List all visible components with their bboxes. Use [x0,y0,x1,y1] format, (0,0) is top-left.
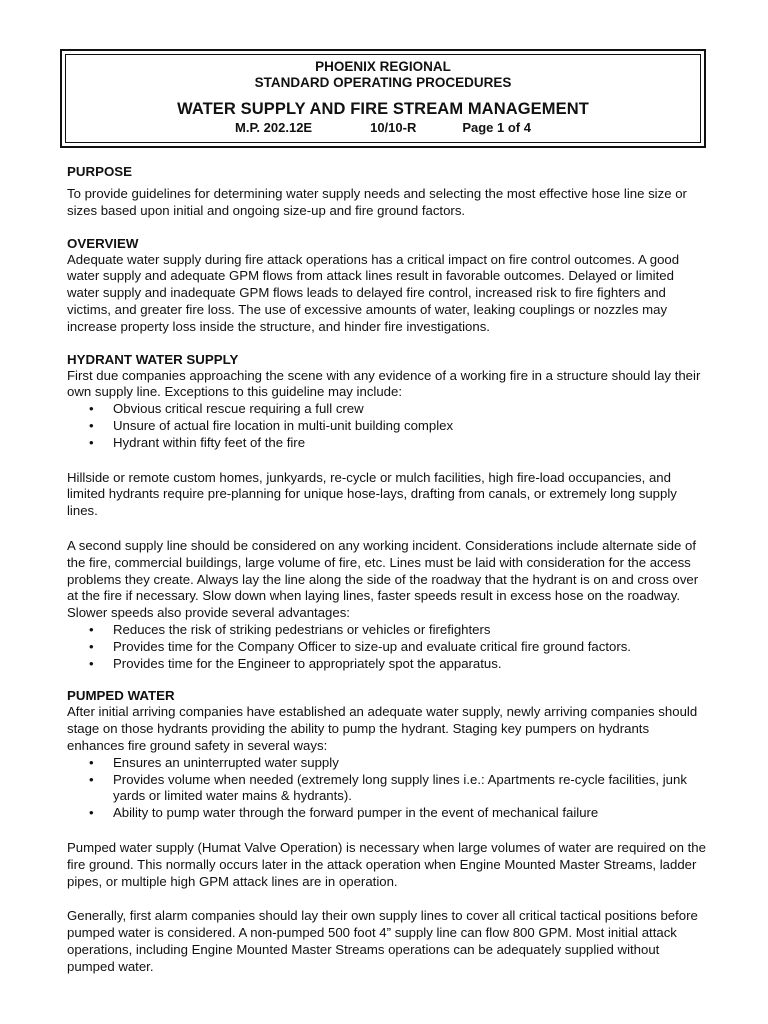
header-sop: STANDARD OPERATING PROCEDURES [254,75,512,90]
bullet-icon: • [89,621,94,637]
hydrant-exceptions-list [67,401,707,451]
bullet-icon: • [89,754,94,770]
list-item: • Hydrant within fifty feet of the fire [89,434,306,450]
pumped-paragraph-3: Generally, first alarm companies should lay their own supply lines to cover all critical tactical positions before pumped water is considered. A non-pumped 500 foot 4” supply line can flow 800 GPM. Most initial attack operations, including Engine Mounted Master Streams operations can be adequately supplied without pumped water. [67,908,698,974]
document-title: WATER SUPPLY AND FIRE STREAM MANAGEMENT [177,100,589,118]
page-number: Page 1 of 4 [462,120,531,135]
purpose-text: To provide guidelines for determining water supply needs and selecting the most effective hose line size or sizes based upon initial and ongoing size-up and fire ground factors. [67,186,687,218]
bullet-icon: • [89,401,94,417]
mp-number: M.P. 202.12E [235,120,313,135]
pumped-paragraph-2: Pumped water supply (Humat Valve Operation) is necessary when large volumes of water are required on the fire ground. This normally occurs later in the attack operation when Engine Mounted Master Streams, ladder pipes, or multiple high GPM attack lines are in operation. [67,839,706,889]
bullet-icon: • [89,805,94,821]
header-meta [66,120,700,136]
list-item: • Reduces the risk of striking pedestrians or vehicles or firefighters [89,621,491,637]
list-item: • Provides volume when needed (extremely long supply lines i.e.: Apartments re-cycle facilities, junk yards or limited water mains & hydrants). [89,771,687,804]
pumped-intro: After initial arriving companies have established an adequate water supply, newly arriving companies should stage on those hydrants providing the ability to pump the hydrant. Staging key pumpers on hydrants enhances fire ground safety in several ways: [67,704,698,753]
header-org: PHOENIX REGIONAL [315,59,451,74]
section-heading-overview: OVERVIEW [67,235,139,251]
slow-speed-advantages-list [67,622,707,672]
bullet-icon: • [89,638,94,654]
bullet-icon: • [89,434,94,450]
bullet-icon: • [89,771,94,787]
hydrant-paragraph-3: A second supply line should be considered on any working incident. Considerations include alternate side of the fire, commercial buildings, large volume of fire, etc. Lines must be laid with consideration for the access problems they create. Always lay the line along the side of the roadway that the hydrant is on and cross over at the fire if necessary. Slow down when laying lines, faster speeds result in excess hose on the roadway. Slower speeds also provide several advantages: [67,537,699,621]
revision: 10/10-R [370,120,417,135]
list-item: • Ensures an uninterrupted water supply [89,754,339,770]
hydrant-paragraph-2: Hillside or remote custom homes, junkyards, re-cycle or mulch facilities, high fire-load occupancies, and limited hydrants require pre-planning for unique hose-lays, drafting from canals, or extremely long supply lines. [67,469,677,519]
list-item: • Ability to pump water through the forward pumper in the event of mechanical failure [89,805,599,821]
hydrant-intro: First due companies approaching the scene with any evidence of a working fire in a structure should lay their own supply line. Exceptions to this guideline may include: [67,367,701,400]
list-item: • Provides time for the Engineer to appropriately spot the apparatus. [89,655,502,671]
list-item: • Obvious critical rescue requiring a full crew [89,401,364,417]
list-item: • Provides time for the Company Officer to size-up and evaluate critical fire ground factors. [89,638,631,654]
overview-text: Adequate water supply during fire attack operations has a critical impact on fire control outcomes. A good water supply and adequate GPM flows from attack lines result in favorable outcomes. Delayed or limited water supply and inadequate GPM flows leads to delayed fire control, increased risk to fire fighters and victims, and greater fire loss. The use of excessive amounts of water, leaking couplings or nozzles may increase property loss inside the structure, and hinder fire investigations. [67,251,680,334]
pumped-benefits-list [67,755,707,822]
list-item: • Unsure of actual fire location in multi-unit building complex [89,417,454,433]
section-heading-hydrant: HYDRANT WATER SUPPLY [67,351,239,367]
header-inner-border [65,54,701,143]
bullet-icon: • [89,417,94,433]
section-heading-pumped: PUMPED WATER [67,688,175,704]
bullet-icon: • [89,655,94,671]
header-box [60,49,706,148]
document-body [67,164,707,975]
section-heading-purpose: PURPOSE [67,164,133,179]
